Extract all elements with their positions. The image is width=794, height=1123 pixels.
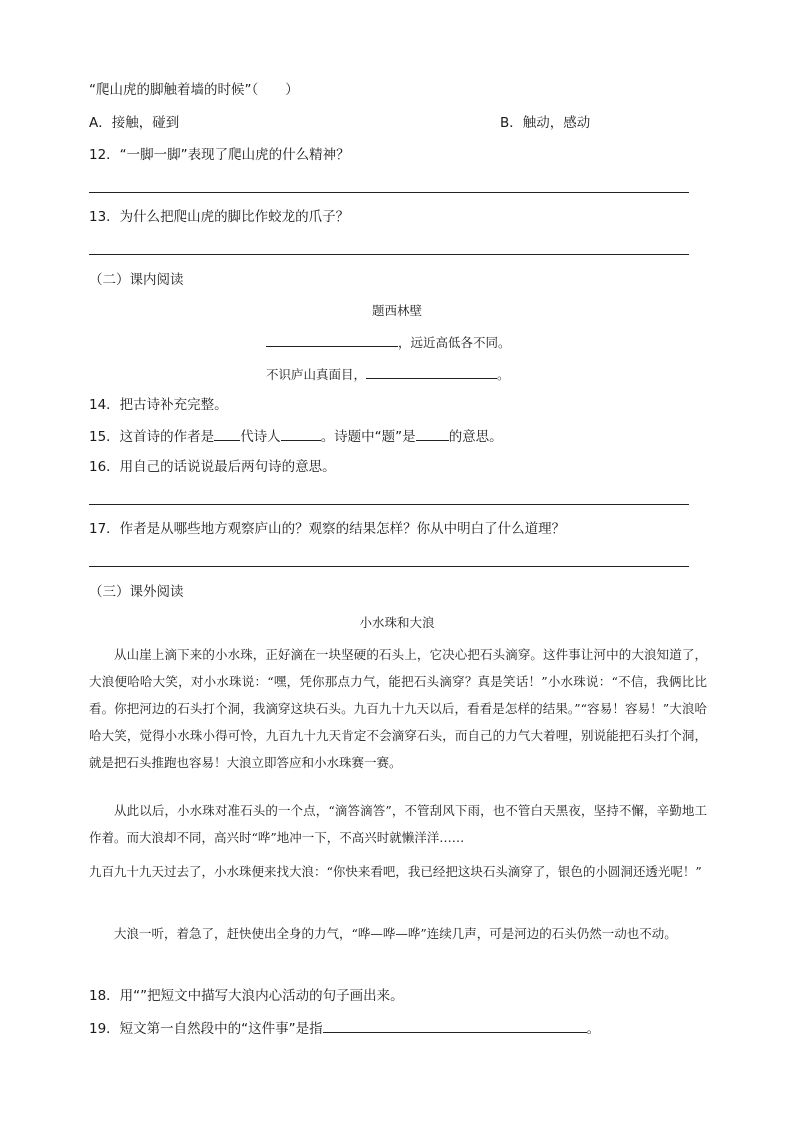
q16-answer-line[interactable] bbox=[89, 504, 689, 505]
poem-blank-2[interactable] bbox=[366, 364, 497, 379]
section2-heading: （二）课内阅读 bbox=[89, 272, 184, 288]
q17-text: 17．作者是从哪些地方观察庐山的？观察的结果怎样？你从中明白了什么道理？ bbox=[89, 521, 566, 537]
q12-answer-line[interactable] bbox=[89, 192, 689, 193]
q15-part4: 的意思。 bbox=[448, 429, 503, 445]
story-paragraph-4: 大浪一听，着急了，赶快使出全身的力气，“哗—哗—哗”连续几声，可是河边的石头仍然一动也不动。 bbox=[114, 926, 677, 941]
q19-part2: 。 bbox=[586, 1021, 601, 1037]
q15-part1: 15．这首诗的作者是 bbox=[89, 429, 215, 445]
q15-blank-dynasty[interactable] bbox=[214, 426, 240, 441]
q11-option-a: A．接触，碰到 bbox=[89, 115, 180, 131]
poem-line-2-start: 不识庐山真面目， bbox=[266, 367, 367, 382]
story-title: 小水珠和大浪 bbox=[359, 615, 435, 630]
q18-text: 18．用“”把短文中描写大浪内心活动的句子画出来。 bbox=[89, 988, 404, 1004]
q11-option-b: B．触动，感动 bbox=[500, 115, 591, 131]
q14-text: 14．把古诗补充完整。 bbox=[89, 397, 228, 413]
section3-heading: （三）课外阅读 bbox=[89, 584, 184, 600]
q15-part2: 代诗人 bbox=[240, 429, 281, 445]
q11-options bbox=[89, 113, 591, 133]
q13-text: 13．为什么把爬山虎的脚比作蛟龙的爪子？ bbox=[89, 209, 350, 225]
poem-line-1 bbox=[266, 332, 511, 353]
q16-text: 16．用自己的话说说最后两句诗的意思。 bbox=[89, 459, 336, 475]
q15-line bbox=[89, 426, 503, 447]
poem-line-1-end: ，远近高低各不同。 bbox=[398, 335, 511, 350]
poem-line-2 bbox=[266, 364, 510, 385]
q12-text: 12．“一脚一脚”表现了爬山虎的什么精神？ bbox=[89, 147, 350, 163]
q15-blank-poet[interactable] bbox=[281, 426, 321, 441]
q15-blank-meaning[interactable] bbox=[416, 426, 449, 441]
poem-line-2-end: 。 bbox=[497, 367, 510, 382]
poem-title: 题西林壁 bbox=[371, 303, 422, 318]
story-paragraph-2: 从此以后，小水珠对准石头的一个点，“滴答滴答”，不管刮风下雨，也不管白天黑夜，坚持不懈，辛勤地工作着。而大浪却不同，高兴时“哗”地冲一下，不高兴时就懒洋洋…… bbox=[89, 803, 707, 845]
story-paragraph-1: 从山崖上滴下来的小水珠，正好滴在一块坚硬的石头上，它决心把石头滴穿。这件事让河中的大浪知道了，大浪便哈哈大笑，对小水珠说：“嘿，凭你那点力气，能把石头滴穿？真是笑话！”小水珠说：“不信，我俩比比看。你把河边的石头打个洞，我滴穿这块石头。九百九十九天以后，看看是怎样的结果。”“容易！容易！”大浪哈哈大笑，觉得小水珠小得可怜，九百九十九天肯定不会滴穿石头，而自己的力气大着哩，别说能把石头打个洞，就是把石头推跑也容易！大浪立即答应和小水珠赛一赛。 bbox=[89, 647, 707, 770]
q17-answer-line[interactable] bbox=[89, 566, 689, 567]
poem-blank-1[interactable] bbox=[266, 332, 398, 347]
q13-answer-line[interactable] bbox=[89, 254, 689, 255]
q19-part1: 19．短文第一自然段中的“这件事”是指 bbox=[89, 1021, 323, 1037]
q11-stem: “爬山虎的脚触着墙的时候”（ ） bbox=[89, 82, 299, 98]
story-paragraph-3: 九百九十九天过去了，小水珠便来找大浪：“你快来看吧，我已经把这块石头滴穿了，银色的小圆洞还透光呢！” bbox=[89, 864, 702, 879]
q15-part3: 。诗题中“题”是 bbox=[320, 429, 416, 445]
q19-line bbox=[89, 1018, 600, 1039]
q19-blank[interactable] bbox=[323, 1018, 587, 1033]
